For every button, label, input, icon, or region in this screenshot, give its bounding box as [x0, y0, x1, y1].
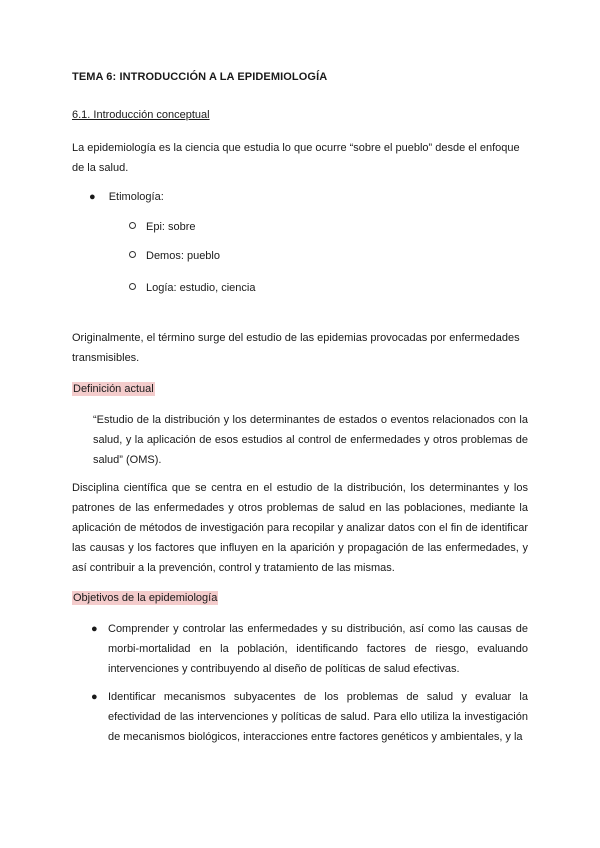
etymology-item-text: Logía: estudio, ciencia: [146, 282, 256, 294]
discipline-paragraph: Disciplina científica que se centra en el estudio de la distribución, los determinantes y los patrones de las enfermedades y otros problemas de salud en las poblaciones, mediante la aplicación de métodos de investigación para recopilar y analizar datos con el fin de identificar las causas y los factores que influyen en la aparición y propagación de las enfermedades, y así contribuir a la prevención, control y tratamiento de las mismas.: [72, 482, 528, 574]
circle-bullet-icon: [129, 283, 136, 290]
document-title: TEMA 6: INTRODUCCIÓN A LA EPIDEMIOLOGÍA: [72, 71, 328, 83]
etymology-item-text: Demos: pueblo: [146, 250, 220, 262]
circle-bullet-icon: [129, 222, 136, 229]
section-heading: 6.1. Introducción conceptual: [72, 109, 210, 121]
definition-heading: Definición actual: [73, 383, 154, 395]
etymology-item: [129, 282, 255, 294]
objective-text: Comprender y controlar las enfermedades y su distribución, así como las causas de morbi-mortalidad en la población, identificando factores de riesgo, evaluando intervenciones y contribuyendo al diseño de políticas de salud efectivas.: [108, 623, 528, 675]
bullet-icon: ●: [91, 691, 98, 703]
objective-item: [91, 687, 528, 747]
definition-quote: “Estudio de la distribución y los determinantes de estados o eventos relacionados con la salud, y la aplicación de esos estudios al control de enfermedades y otros problemas de salud” (OMS).: [93, 414, 528, 466]
objective-text: Identificar mecanismos subyacentes de los problemas de salud y evaluar la efectividad de las intervenciones y políticas de salud. Para ello utiliza la investigación de mecanismos biológicos, interacciones entre factores genéticos y ambientales, y la: [108, 691, 528, 743]
etymology-label: Etimología:: [108, 191, 164, 203]
origin-paragraph: Originalmente, el término surge del estudio de las epidemias provocadas por enfermedades transmisibles.: [72, 332, 520, 364]
intro-paragraph: La epidemiología es la ciencia que estudia lo que ocurre “sobre el pueblo” desde el enfoque de la salud.: [72, 142, 520, 174]
etymology-item: [129, 250, 220, 262]
etymology-item-text: Epi: sobre: [146, 221, 196, 233]
etymology-bullet: [89, 191, 164, 203]
bullet-icon: ●: [89, 191, 96, 203]
etymology-item: [129, 221, 196, 233]
objectives-heading: Objetivos de la epidemiología: [73, 592, 218, 604]
circle-bullet-icon: [129, 251, 136, 258]
objective-item: [91, 619, 528, 679]
bullet-icon: ●: [91, 623, 98, 635]
